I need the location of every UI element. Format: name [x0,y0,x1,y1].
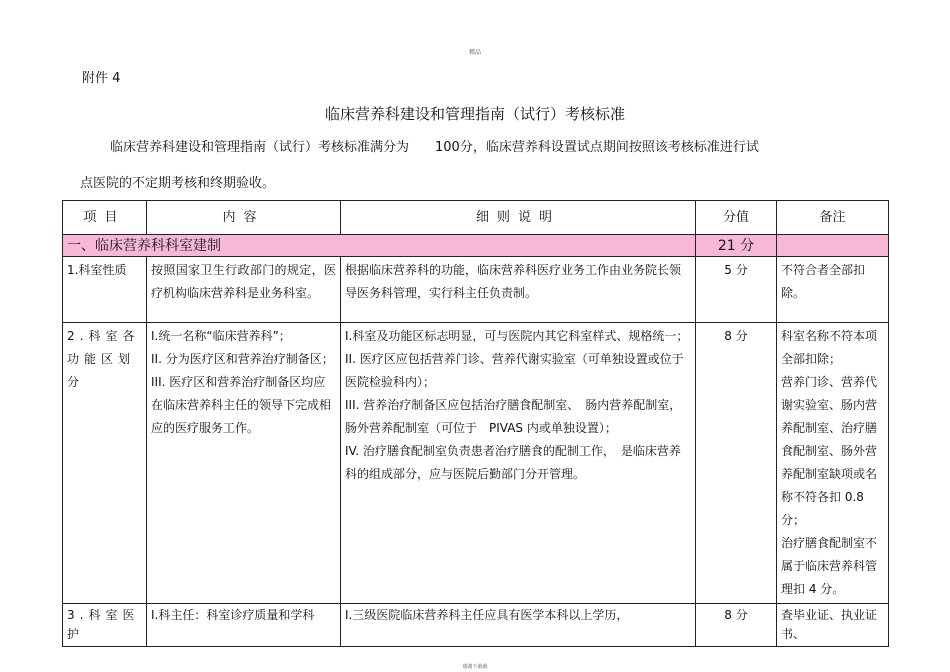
content-line: II. 分为医疗区和营养治疗制备区； [151,352,334,366]
document-title: 临床营养科建设和管理指南（试行）考核标准 [324,105,625,123]
footer-watermark: 感谢下载载 [462,664,488,670]
table-row [63,604,889,647]
table-row [63,323,889,604]
note-line: 治疗膳食配制室不属于临床营养科管理扣 4 分。 [781,536,878,596]
content-line: III. 医疗区和营养治疗制备区均应在临床营养科主任的领导下完成相应的医疗服务工作。 [151,375,332,435]
assessment-table [62,200,889,647]
note-line: 营养门诊、营养代谢实验室、肠内营养配制室、治疗膳食配制室、肠外营养配制室缺项或名称不符各扣 0.8 分； [781,375,878,527]
row-detail: I.三级医院临床营养科主任应具有医学本科以上学历， [341,604,696,647]
table-header-row [63,201,889,235]
row-note [777,323,889,604]
detail-line: I.科室及功能区标志明显，可与医院内其它科室样式、规格统一； [345,329,689,343]
column-header-detail: 细则说明 [341,201,696,235]
note-line: 科室名称不符本项全部扣除； [781,329,878,366]
row-detail: 根据临床营养科的功能，临床营养科医疗业务工作由业务院长领导医务科管理，实行科主任负责制。 [341,257,696,323]
row-note: 查毕业证、执业证书、 [777,604,889,647]
row-content: I.科主任：科室诊疗质量和学科 [147,604,341,647]
row-item: 3.科室医护 [63,604,147,647]
section-score: 21 分 [696,235,777,257]
row-note: 不符合者全部扣除。 [777,257,889,323]
content-line: I.统一名称“临床营养科”； [151,329,291,343]
section-row [63,235,889,257]
row-score: 8 分 [696,323,777,604]
intro-paragraph-line-2: 点医院的不定期考核和终期验收。 [80,176,276,191]
row-item: 2.科室各功能区划分 [63,323,147,604]
detail-line: IV. 治疗膳食配制室负责患者治疗膳食的配制工作， 是临床营养科的组成部分，应与医院后勤部门分开管理。 [345,444,681,481]
table-row [63,257,889,323]
annex-label: 附件 4 [82,71,121,86]
column-header-note: 备注 [777,201,889,235]
header-watermark: 精品 [468,49,481,56]
column-header-score: 分值 [696,201,777,235]
section-note [777,235,889,257]
column-header-content: 内容 [147,201,341,235]
section-title: 一、临床营养科科室建制 [63,235,696,257]
row-detail [341,323,696,604]
intro-paragraph-line-1: 临床营养科建设和管理指南（试行）考核标准满分为 100分，临床营养科设置试点期间按照该考核标准进行试 [110,140,759,155]
row-score: 5 分 [696,257,777,323]
detail-line: II. 医疗区应包括营养门诊、营养代谢实验室（可单独设置或位于医院检验科内）； [345,352,684,389]
column-header-item: 项目 [63,201,147,235]
row-content: 按照国家卫生行政部门的规定，医疗机构临床营养科是业务科室。 [147,257,341,323]
row-score: 8 分 [696,604,777,647]
row-item: 1.科室性质 [63,257,147,323]
row-content [147,323,341,604]
detail-line: III. 营养治疗制备区应包括治疗膳食配制室、 肠内营养配制室，肠外营养配制室（可位于 PIVAS 内或单独设置）； [345,398,682,435]
